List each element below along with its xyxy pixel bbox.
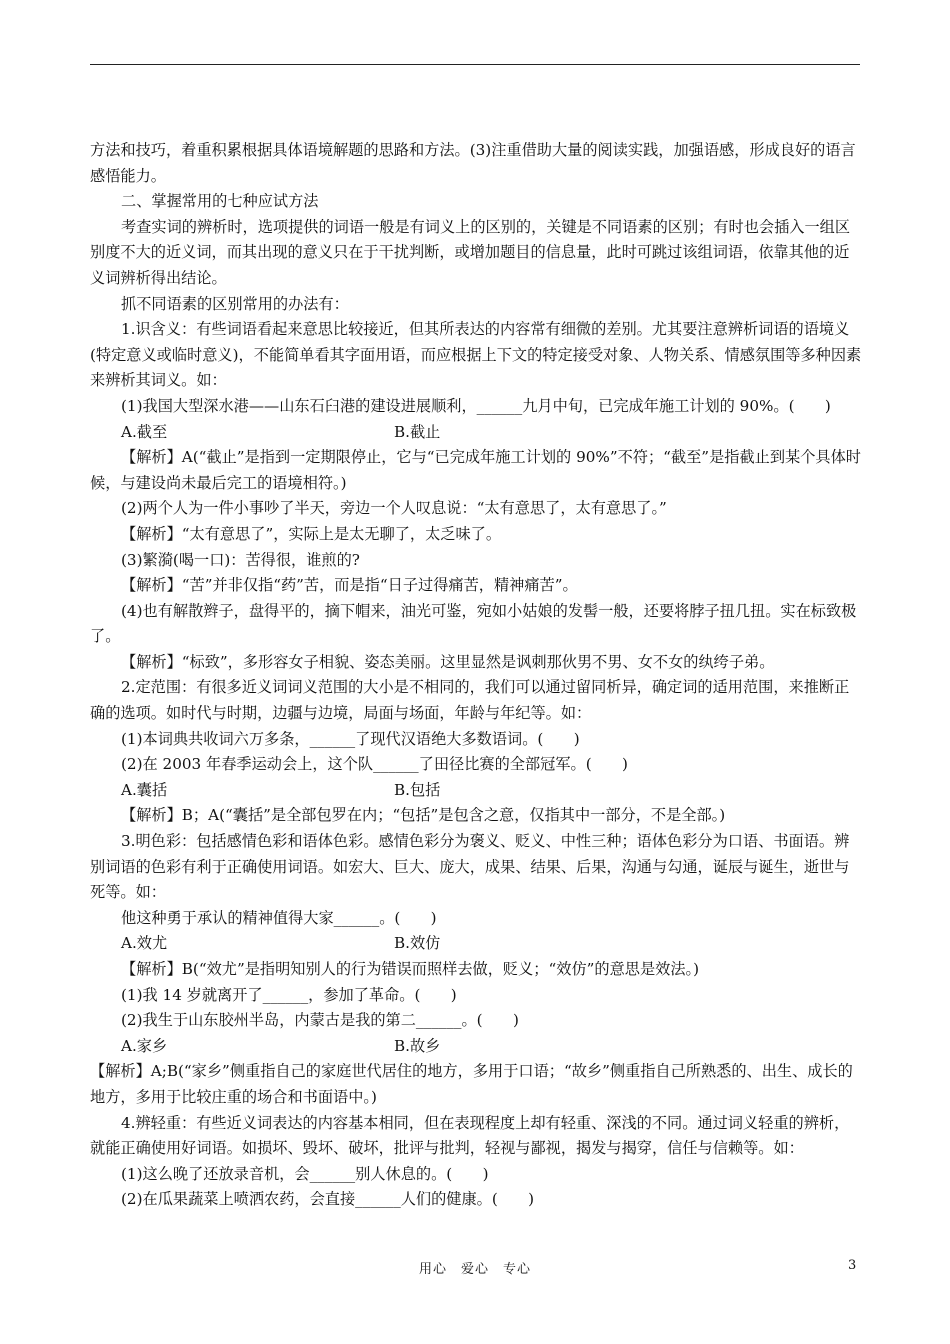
answer-option: B.截止 bbox=[394, 422, 441, 441]
paragraph: (1)这么晚了还放录音机，会______别人休息的。( ) bbox=[121, 1164, 489, 1183]
paragraph: (1)我国大型深水港——山东石臼港的建设进展顺利，______九月中旬，已完成年施工计划的 90%。( ) bbox=[121, 396, 831, 415]
paragraph: 二、掌握常用的七种应试方法 bbox=[121, 192, 319, 211]
answer-options bbox=[90, 1034, 862, 1060]
paragraph: 【解析】“太有意思了”，实际上是太无聊了，太乏味了。 bbox=[121, 524, 502, 543]
paragraph: (4)也有解散辫子，盘得平的，摘下帽来，油光可鉴，宛如小姑娘的发髻一般，还要将脖子扭几扭。实在标致极了。 bbox=[90, 601, 857, 646]
header-rule bbox=[90, 64, 860, 65]
answer-option: A.效尤 bbox=[121, 934, 168, 953]
document-body bbox=[90, 138, 862, 1213]
answer-options bbox=[90, 420, 862, 446]
paragraph: 【解析】B(“效尤”是指明知别人的行为错误而照样去做，贬义；“效仿”的意思是效法。) bbox=[121, 960, 700, 978]
paragraph: 【解析】“苦”并非仅指“药”苦，而是指“日子过得痛苦，精神痛苦”。 bbox=[121, 576, 578, 595]
paragraph: 方法和技巧，着重积累根据具体语境解题的思路和方法。(3)注重借助大量的阅读实践，加强语感，形成良好的语言感悟能力。 bbox=[90, 141, 856, 185]
paragraph: (2)在瓜果蔬菜上喷洒农药，会直接______人们的健康。( ) bbox=[121, 1190, 535, 1209]
answer-option: B.故乡 bbox=[394, 1036, 441, 1055]
answer-option: B.效仿 bbox=[394, 934, 441, 953]
answer-options bbox=[90, 778, 862, 804]
paragraph: (2)我生于山东胶州半岛，内蒙古是我的第二______。( ) bbox=[121, 1011, 519, 1030]
paragraph: 【解析】A(“截止”是指到一定期限停止，它与“已完成年施工计划的 90%”不符；“截至”是指截止到某个具体时候，与建设尚未最后完工的语境相符。) bbox=[90, 448, 861, 492]
paragraph: (2)两个人为一件小事吵了半天，旁边一个人叹息说：“太有意思了，太有意思了。” bbox=[121, 499, 667, 518]
paragraph: 2.定范围：有很多近义词词义范围的大小是不相同的，我们可以通过留同析异，确定词的适用范围，来推断正确的选项。如时代与时期，边疆与边境，局面与场面，年龄与年纪等。如： bbox=[90, 678, 850, 723]
paragraph: (1)本词典共收词六万多条，______了现代汉语绝大多数语词。( ) bbox=[121, 729, 580, 748]
answer-option: A.截至 bbox=[121, 422, 168, 441]
paragraph: 抓不同语素的区别常用的办法有： bbox=[121, 294, 349, 313]
paragraph: 考查实词的辨析时，选项提供的词语一般是有词义上的区别的，关键是不同语素的区别；有时也会插入一组区别度不大的近义词，而其出现的意义只在于干扰判断，或增加题目的信息量，此时可跳过该组词语，依靠其他的近义词辨析得出结论。 bbox=[90, 217, 850, 287]
answer-option: B.包括 bbox=[394, 780, 441, 799]
answer-option: A.家乡 bbox=[121, 1036, 168, 1055]
footer-motto: 用心 爱心 专心 bbox=[418, 1262, 531, 1277]
paragraph: 【解析】A;B(“家乡”侧重指自己的家庭世代居住的地方，多用于口语；“故乡”侧重指自己所熟悉的、出生、成长的地方，多用于比较庄重的场合和书面语中。) bbox=[90, 1062, 853, 1106]
paragraph: (3)繁漪(喝一口)：苦得很，谁煎的? bbox=[121, 550, 360, 569]
paragraph: 4.辨轻重：有些近义词表达的内容基本相同，但在表现程度上却有轻重、深浅的不同。通过词义轻重的辨析，就能正确使用好词语。如损坏、毁坏、破坏，批评与批判，轻视与鄙视，揭发与揭穿，信任与信赖等。如： bbox=[90, 1113, 850, 1158]
answer-option: A.囊括 bbox=[121, 780, 168, 799]
paragraph: 【解析】B；A(“囊括”是全部包罗在内；“包括”是包含之意，仅指其中一部分，不是全部。) bbox=[121, 806, 726, 825]
paragraph: 3.明色彩：包括感情色彩和语体色彩。感情色彩分为褒义、贬义、中性三种；语体色彩分为口语、书面语。辨别词语的色彩有利于正确使用词语。如宏大、巨大、庞大，成果、结果、后果，沟通与勾通，诞辰与诞生，逝世与死等。如： bbox=[90, 832, 850, 902]
page-number: 3 bbox=[848, 1258, 857, 1273]
paragraph: 1.识含义：有些词语看起来意思比较接近，但其所表达的内容常有细微的差别。尤其要注意辨析词语的语境义(特定意义或临时意义)，不能简单看其字面用语，而应根据上下文的特定接受对象、人物关系、情感氛围等多种因素来辨析其词义。如： bbox=[90, 320, 862, 390]
paragraph: 【解析】“标致”，多形容女子相貌、姿态美丽。这里显然是讽刺那伙男不男、女不女的纨绔子弟。 bbox=[121, 652, 775, 671]
paragraph: (1)我 14 岁就离开了______，参加了革命。( ) bbox=[121, 985, 457, 1004]
paragraph: (2)在 2003 年春季运动会上，这个队______了田径比赛的全部冠军。( ) bbox=[121, 755, 628, 774]
paragraph: 他这种勇于承认的精神值得大家______。( ) bbox=[121, 908, 437, 927]
answer-options bbox=[90, 931, 862, 957]
